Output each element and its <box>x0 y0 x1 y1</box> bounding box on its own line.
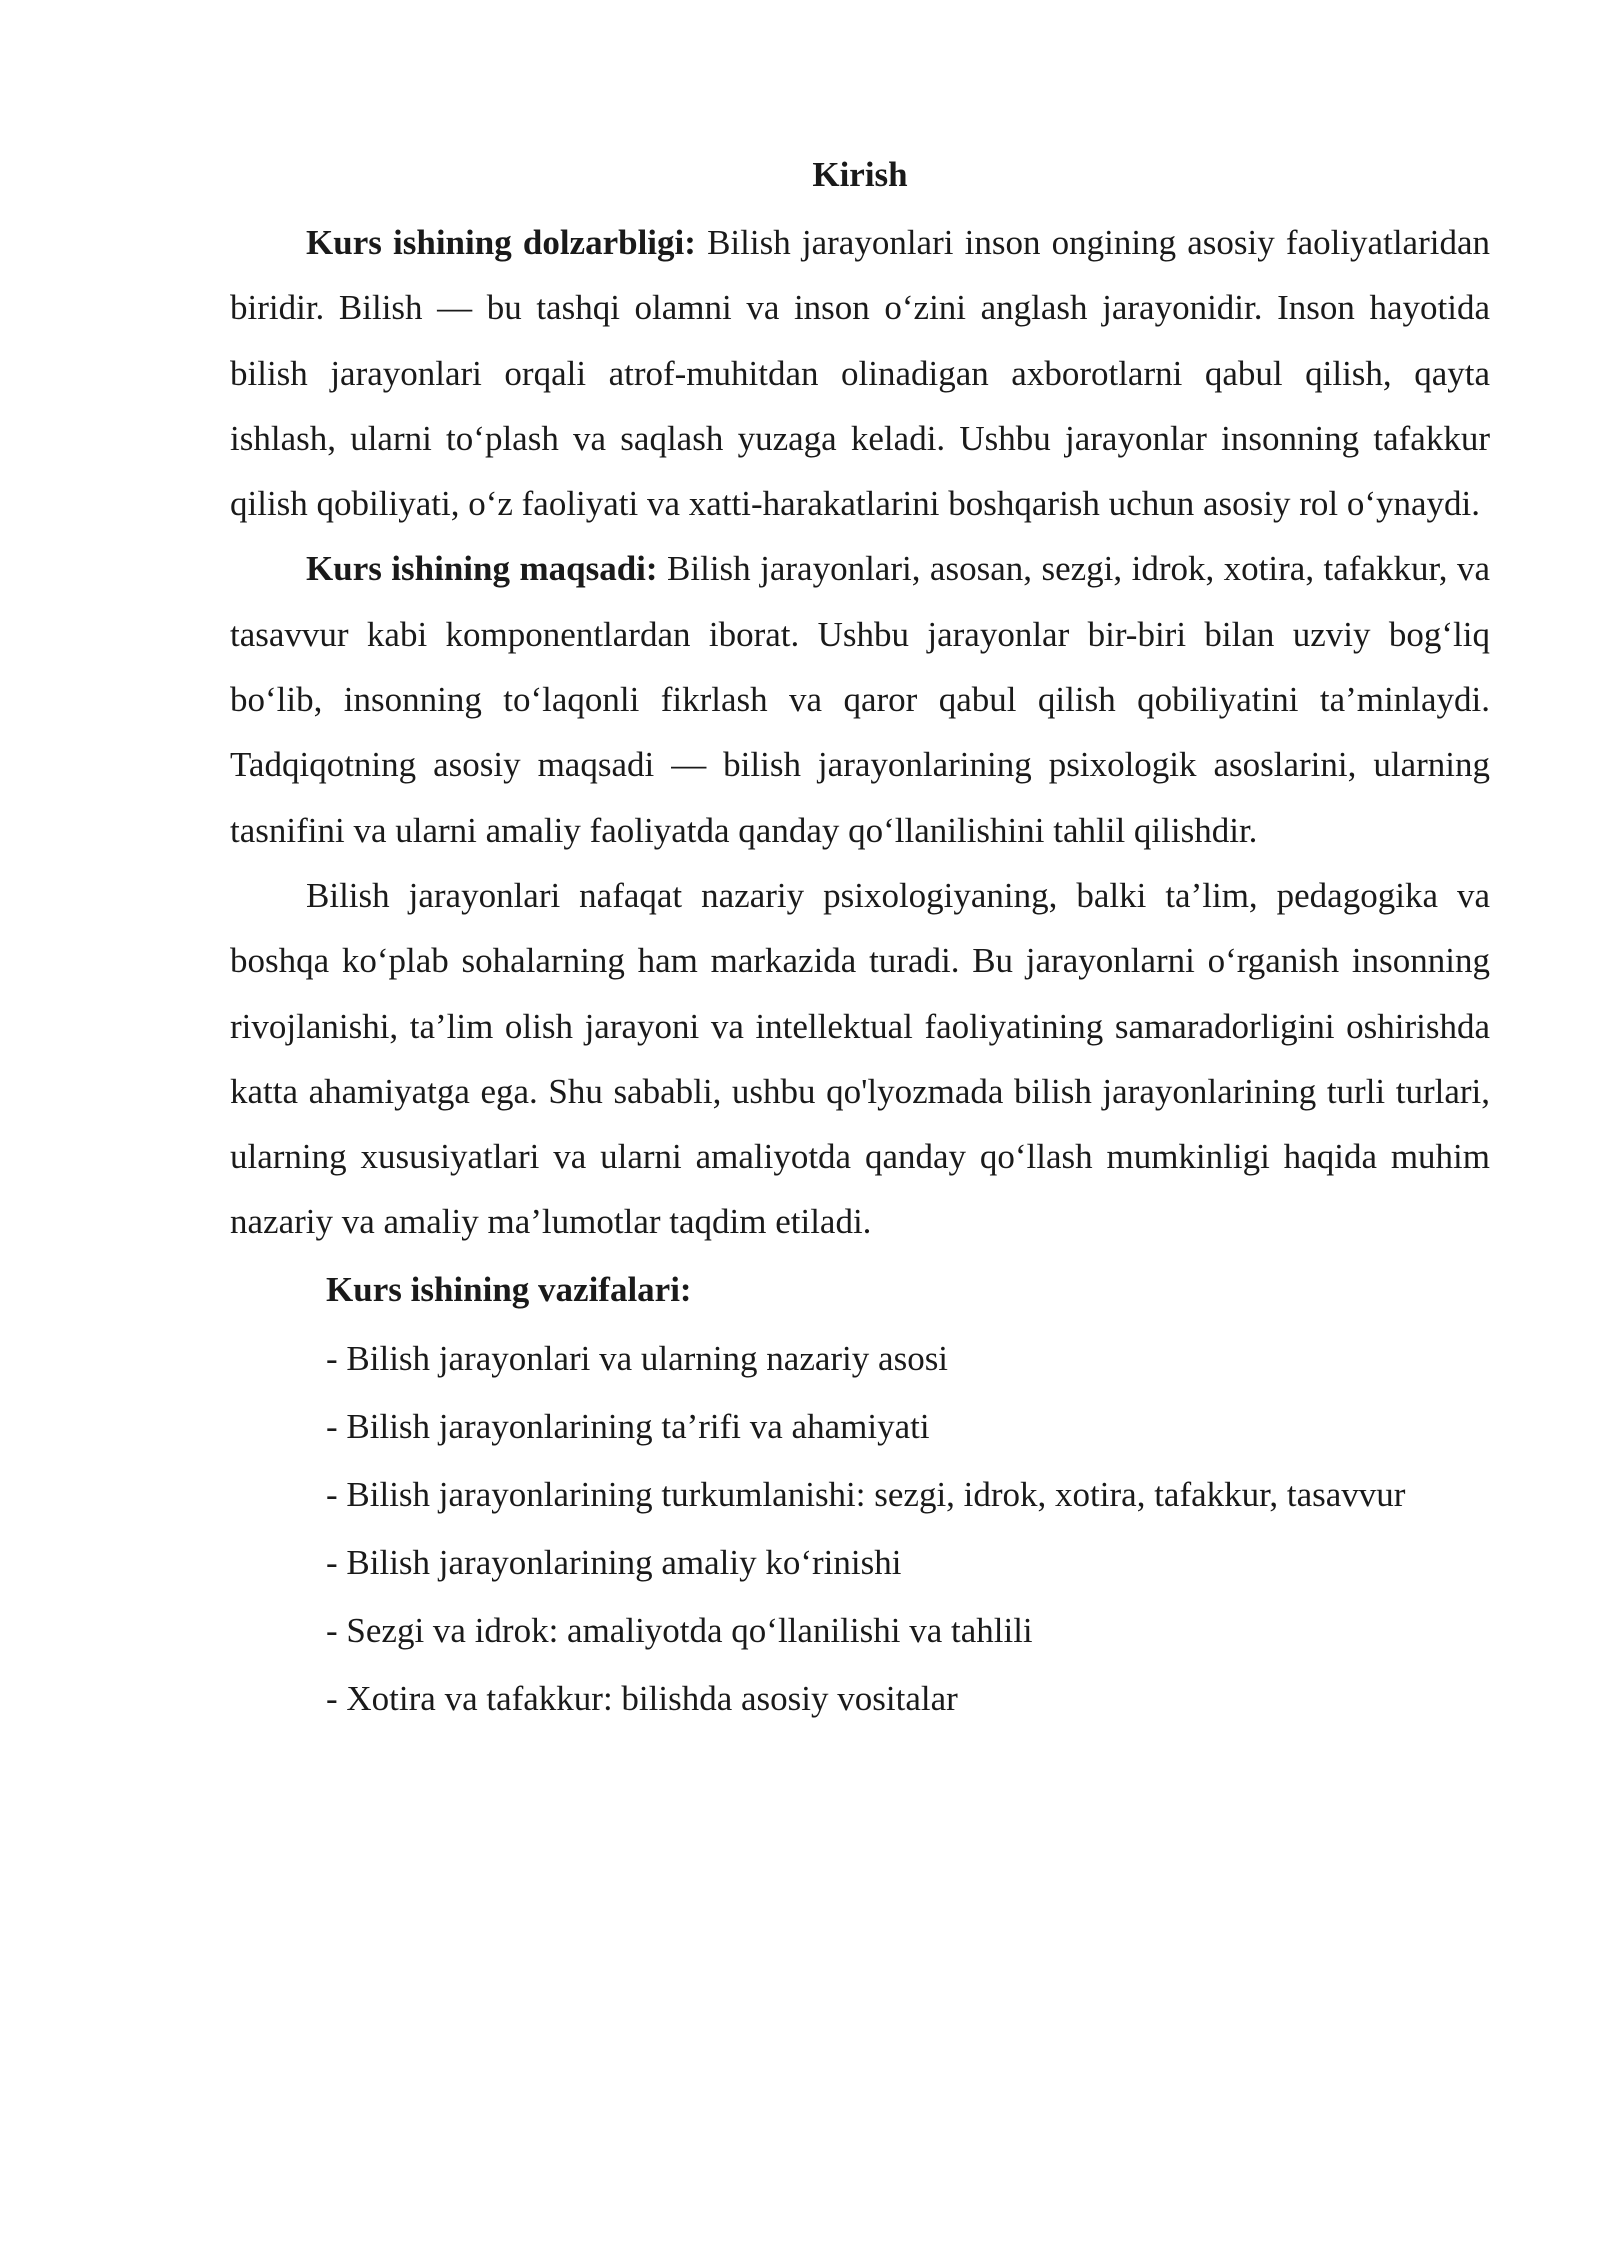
list-item: - Bilish jarayonlarining amaliy koʻrinishi <box>326 1542 902 1582</box>
paragraph-text: Bilish jarayonlari, asosan, sezgi, idrok, xotira, tafakkur, va tasavvur kabi komponentlardan iborat. Ushbu jarayonlar bir-biri bilan uzviy bogʻliq boʻlib, insonning toʻlaqonli fikrlash va qaror qabul qilish qobiliyatini ta’minlaydi. Tadqiqotning asosiy maqsadi — bilish jarayonlarining psixologik asoslarini, ularning tasnifini va ularni amaliy faoliyatda qanday qoʻllanilishini tahlil qilishdir. <box>230 549 1490 850</box>
paragraph-goal <box>230 536 1490 862</box>
list-item: - Xotira va tafakkur: bilishda asosiy vositalar <box>326 1678 958 1718</box>
list-item: - Sezgi va idrok: amaliyotda qoʻllanilishi va tahlili <box>326 1610 1033 1650</box>
paragraph-text: Bilish jarayonlari inson ongining asosiy faoliyatlaridan biridir. Bilish — bu tashqi olamni va inson oʻzini anglash jarayonidir. Inson hayotida bilish jarayonlari orqali atrof-muhitdan olinadigan axborotlarni qabul qilish, qayta ishlash, ularni toʻplash va saqlash yuzaga keladi. Ushbu jarayonlar insonning tafakkur qilish qobiliyati, oʻz faoliyati va xatti-harakatlarini boshqarish uchun asosiy rol oʻynaydi. <box>230 223 1490 524</box>
page-title: Kirish <box>812 155 908 194</box>
document-page <box>230 148 1490 1733</box>
paragraph-lead: Kurs ishining maqsadi: <box>306 549 658 589</box>
paragraph-text: Bilish jarayonlari nafaqat nazariy psixologiyaning, balki ta’lim, pedagogika va boshqa koʻplab sohalarning ham markazida turadi. Bu jarayonlarni oʻrganish insonning rivojlanishi, ta’lim olish jarayoni va intellektual faoliyatining samaradorligini oshirishda katta ahamiyatga ega. Shu sababli, ushbu qo'lyozmada bilish jarayonlarining turli turlari, ularning xususiyatlari va ularni amaliyotda qanday qoʻllash mumkinligi haqida muhim nazariy va amaliy ma’lumotlar taqdim etiladi. <box>230 875 1490 1242</box>
tasks-heading: Kurs ishining vazifalari: <box>326 1269 692 1309</box>
list-item: - Bilish jarayonlari va ularning nazariy asosi <box>326 1338 949 1378</box>
list-item: - Bilish jarayonlarining ta’rifi va ahamiyati <box>326 1406 930 1446</box>
tasks-section <box>326 1257 1490 1733</box>
paragraph-lead: Kurs ishining dolzarbligi: <box>306 223 696 262</box>
paragraph-relevance <box>230 210 1490 536</box>
list-item: - Bilish jarayonlarining turkumlanishi: sezgi, idrok, xotira, tafakkur, tasavvur <box>326 1474 1406 1514</box>
paragraph-context <box>230 863 1490 1255</box>
